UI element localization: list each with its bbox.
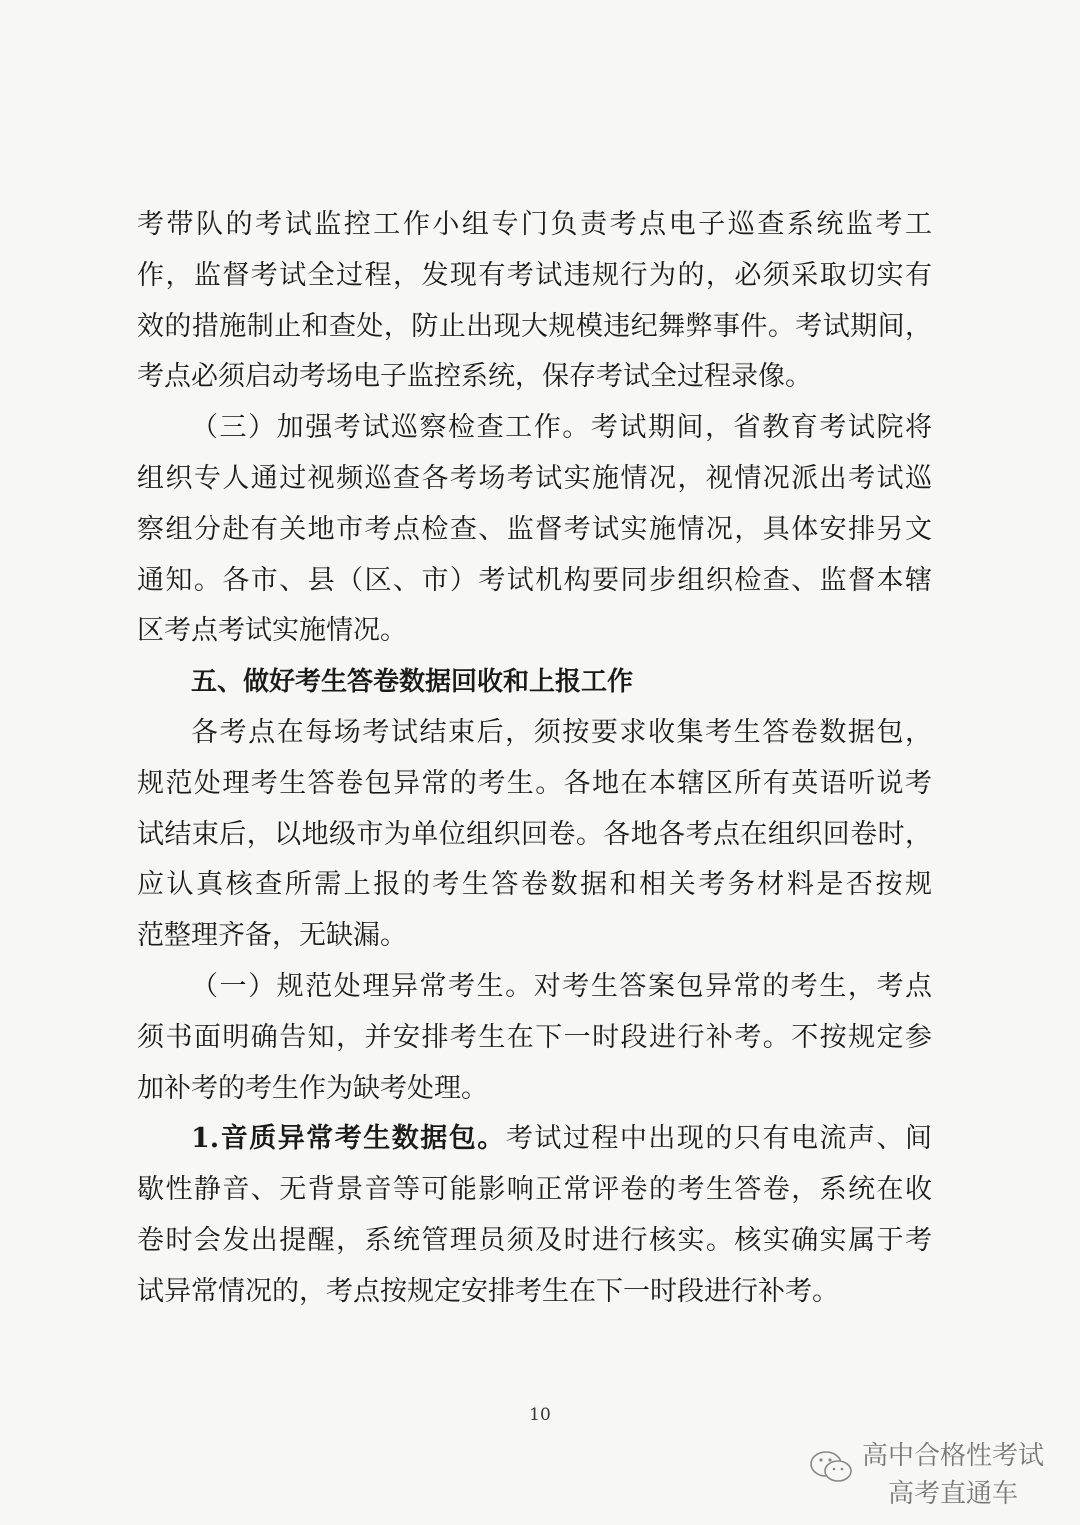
- text-line: 效的措施制止和查处，防止出现大规模违纪舞弊事件。考试期间，: [137, 310, 932, 342]
- text-line: 试结束后，以地级市为单位组织回卷。各地各考点在组织回卷时，: [137, 818, 932, 850]
- paragraph: [137, 708, 932, 962]
- wechat-icon: [808, 1450, 856, 1484]
- text-line: 考带队的考试监控工作小组专门负责考点电子巡查系统监考工: [137, 209, 932, 240]
- paragraph: [137, 200, 932, 403]
- lead-text: 1.音质异常考生数据包。: [191, 1123, 506, 1155]
- text-line: 加补考的考生作为缺考处理。: [137, 1072, 488, 1104]
- text-line: 各考点在每场考试结束后，须按要求收集考生答卷数据包，: [191, 716, 932, 748]
- text-line: 卷时会发出提醒，系统管理员须及时进行核实。核实确实属于考: [137, 1224, 932, 1256]
- text-line: 作，监督考试全过程，发现有考试违规行为的，必须采取切实有: [137, 259, 932, 291]
- watermark: [808, 1440, 1080, 1520]
- watermark-text-primary: 高中合格性考试: [862, 1441, 1045, 1471]
- text-line: 范整理齐备，无缺漏。: [137, 920, 407, 952]
- text-line: 五、做好考生答卷数据回收和上报工作: [191, 667, 634, 698]
- text-line: 应认真核查所需上报的考生答卷数据和相关考务材料是否按规: [137, 869, 932, 901]
- document-body: [137, 200, 932, 1318]
- text-line: （三）加强考试巡察检查工作。考试期间，省教育考试院将: [191, 412, 932, 444]
- text-line: 察组分赴有关地市考点检查、监督考试实施情况，具体安排另文: [137, 513, 932, 545]
- line-text: 考试过程中出现的只有电流声、间: [505, 1123, 933, 1155]
- text-line: [137, 1114, 932, 1165]
- paragraph: [137, 403, 932, 657]
- text-line: 须书面明确告知，并安排考生在下一时段进行补考。不按规定参: [137, 1021, 932, 1053]
- text-line: 试异常情况的，考点按规定安排考生在下一时段进行补考。: [137, 1275, 839, 1307]
- text-line: 通知。各市、县（区、市）考试机构要同步组织检查、监督本辖: [137, 564, 932, 596]
- paragraph: [137, 962, 932, 1114]
- text-line: （一）规范处理异常考生。对考生答案包异常的考生，考点: [191, 970, 932, 1002]
- paragraph: [137, 1114, 932, 1317]
- text-line: 组织专人通过视频巡查各考场考试实施情况，视情况派出考试巡: [137, 462, 932, 494]
- watermark-text-secondary: 高考直通车: [888, 1479, 1019, 1509]
- page-number: 10: [529, 1405, 551, 1425]
- text-line: 歇性静音、无背景音等可能影响正常评卷的考生答卷，系统在收: [137, 1174, 932, 1206]
- text-line: 区考点考试实施情况。: [137, 615, 407, 647]
- section-heading: [137, 657, 932, 708]
- text-line: 考点必须启动考场电子监控系统，保存考试全过程录像。: [137, 361, 812, 393]
- text-line: 规范处理考生答卷包异常的考生。各地在本辖区所有英语听说考: [137, 767, 932, 799]
